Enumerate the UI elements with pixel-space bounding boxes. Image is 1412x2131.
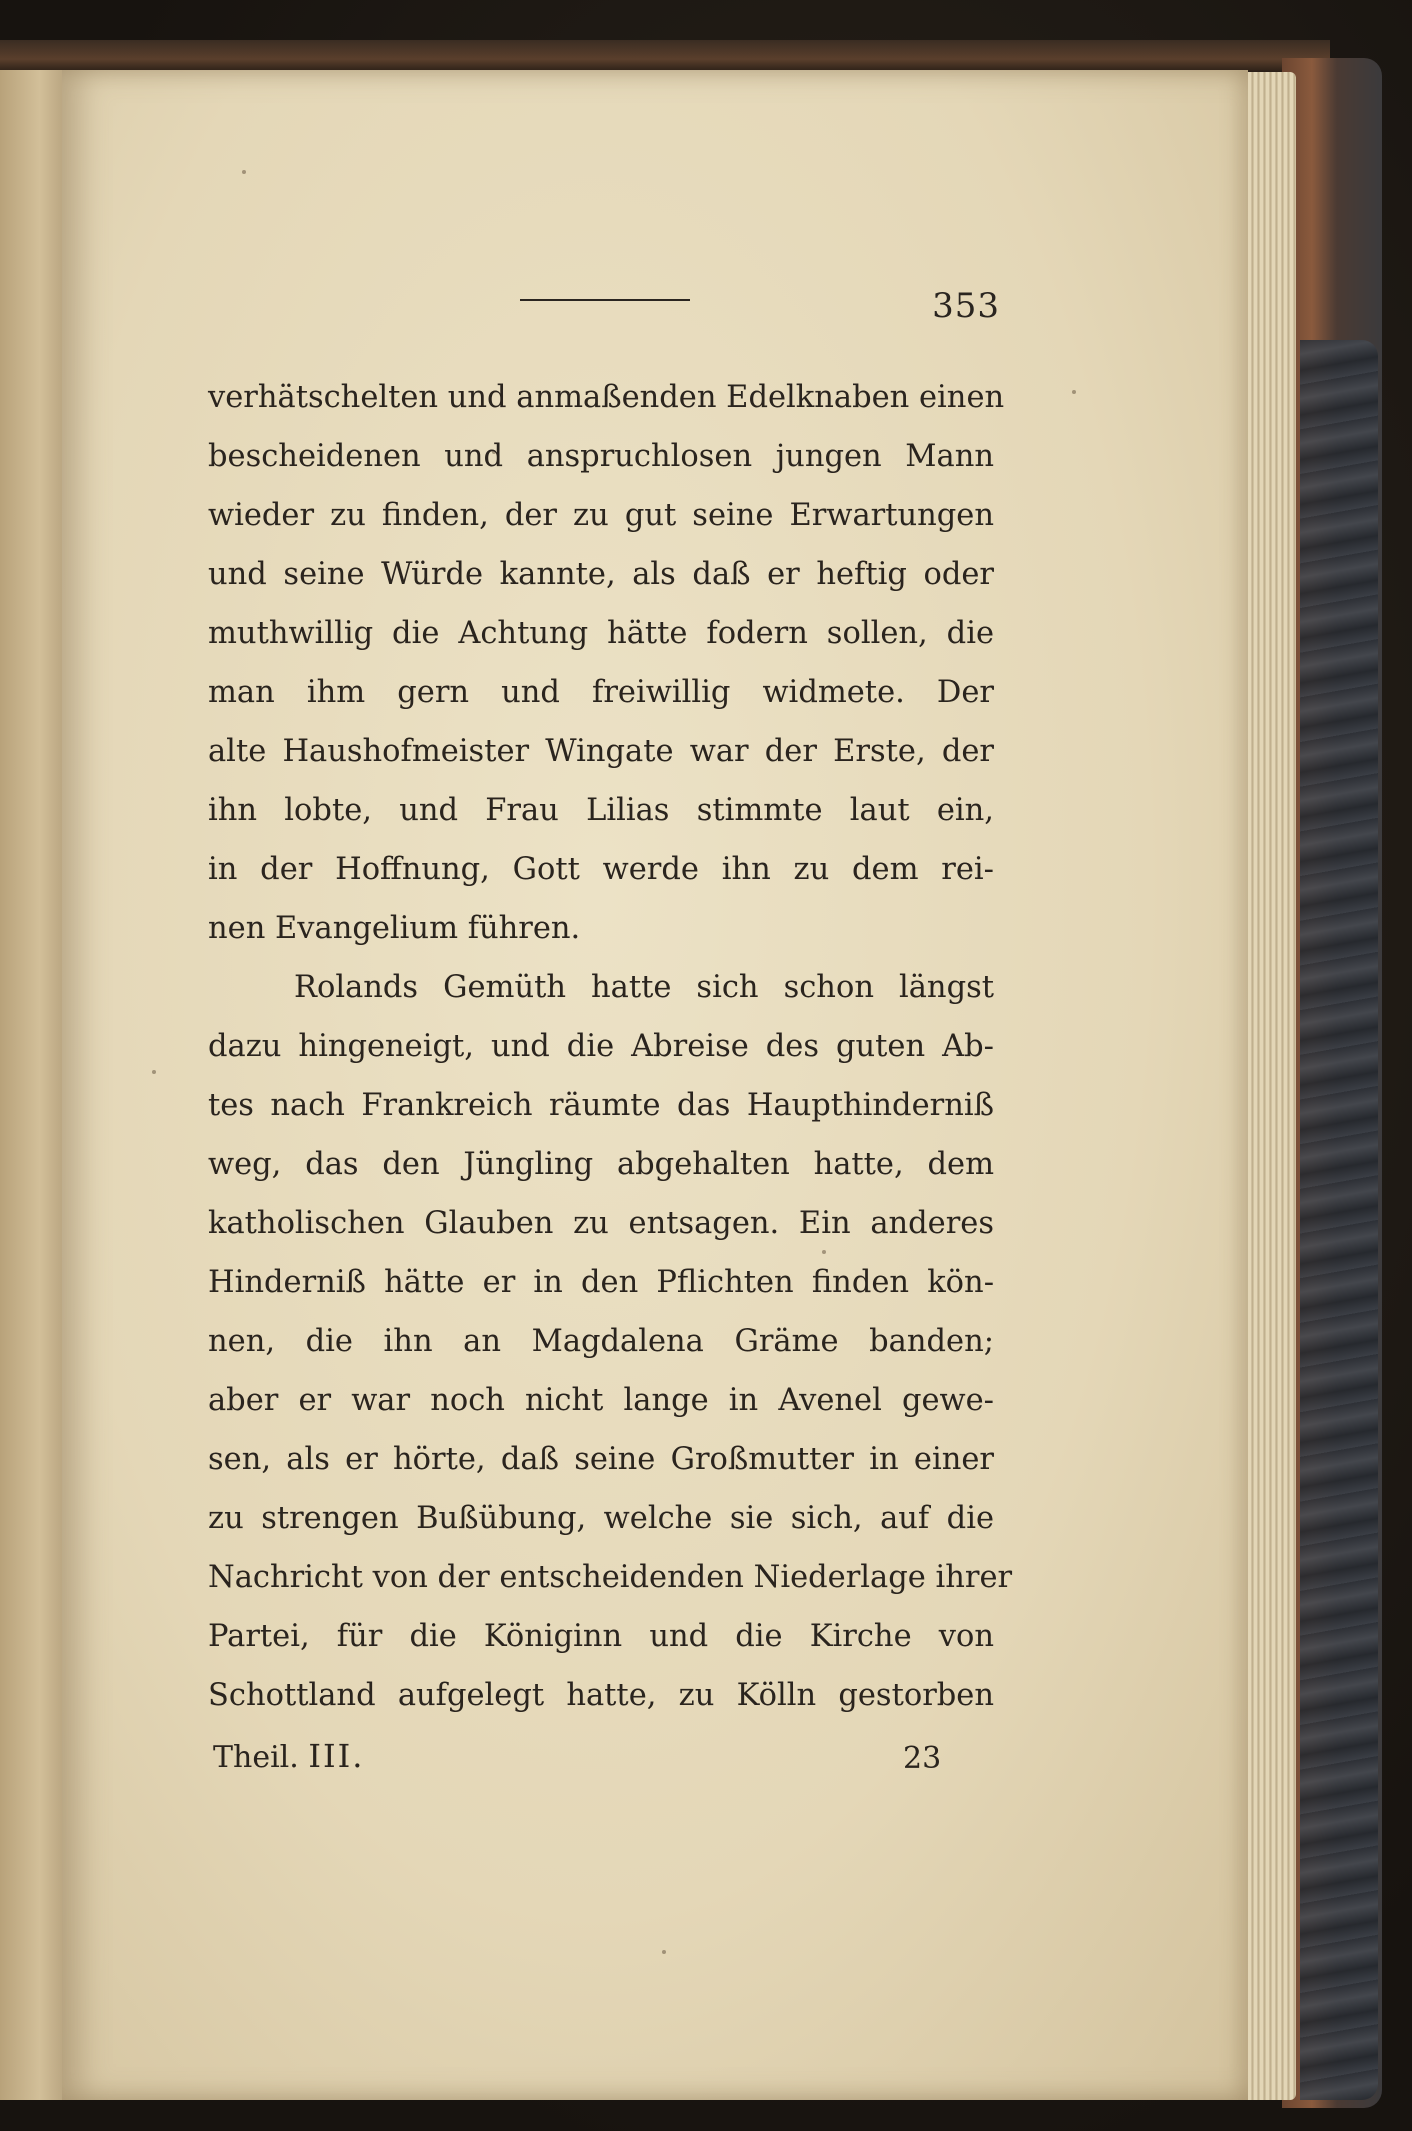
body-text	[208, 368, 1013, 1725]
page-number: 353	[932, 286, 1000, 326]
text-line: katholischen Glauben zu entsagen. Ein anderes	[208, 1206, 994, 1241]
book-cover-top-edge	[0, 40, 1330, 72]
part-label: Theil.	[213, 1740, 299, 1775]
page-footer	[213, 1737, 953, 1787]
text-line: sen, als er hörte, daß seine Großmutter in einer	[208, 1442, 994, 1477]
volume-number: III.	[308, 1737, 365, 1775]
left-facing-page-edge	[0, 70, 66, 2100]
text-line: Schottland aufgelegt hatte, zu Kölln gestorben	[208, 1678, 994, 1713]
text-line: in der Hoffnung, Gott werde ihn zu dem rei-	[208, 852, 994, 887]
marbled-cover-board	[1300, 340, 1378, 2100]
text-line: wieder zu finden, der zu gut seine Erwartungen	[208, 498, 994, 533]
text-line: ihn lobte, und Frau Lilias stimmte laut ein,	[208, 793, 994, 828]
text-line: Hinderniß hätte er in den Pflichten finden kön-	[208, 1265, 994, 1300]
text-line: bescheidenen und anspruchlosen jungen Mann	[208, 439, 994, 474]
text-line: alte Haushofmeister Wingate war der Erste, der	[208, 734, 994, 769]
text-line: muthwillig die Achtung hätte fodern sollen, die	[208, 616, 994, 651]
text-line: weg, das den Jüngling abgehalten hatte, dem	[208, 1147, 994, 1182]
text-line: und seine Würde kannte, als daß er heftig oder	[208, 557, 994, 592]
text-line: nen Evangelium führen.	[208, 911, 581, 946]
header-rule	[520, 299, 690, 301]
text-line: zu strengen Bußübung, welche sie sich, auf die	[208, 1501, 994, 1536]
text-line: Partei, für die Königinn und die Kirche von	[208, 1619, 994, 1654]
text-line: verhätschelten und anmaßenden Edelknaben einen	[208, 380, 1005, 415]
text-line: aber er war noch nicht lange in Avenel gewe-	[208, 1383, 994, 1418]
text-line: dazu hingeneigt, und die Abreise des guten Ab-	[208, 1029, 994, 1064]
text-line: Rolands Gemüth hatte sich schon längst	[294, 970, 994, 1005]
text-line: man ihm gern und freiwillig widmete. Der	[208, 675, 994, 710]
volume-label	[213, 1737, 364, 1775]
text-line: nen, die ihn an Magdalena Gräme banden;	[208, 1324, 994, 1359]
text-line: Nachricht von der entscheidenden Niederlage ihrer	[208, 1560, 1013, 1595]
signature-mark: 23	[903, 1741, 942, 1776]
text-line: tes nach Frankreich räumte das Haupthinderniß	[208, 1088, 994, 1123]
